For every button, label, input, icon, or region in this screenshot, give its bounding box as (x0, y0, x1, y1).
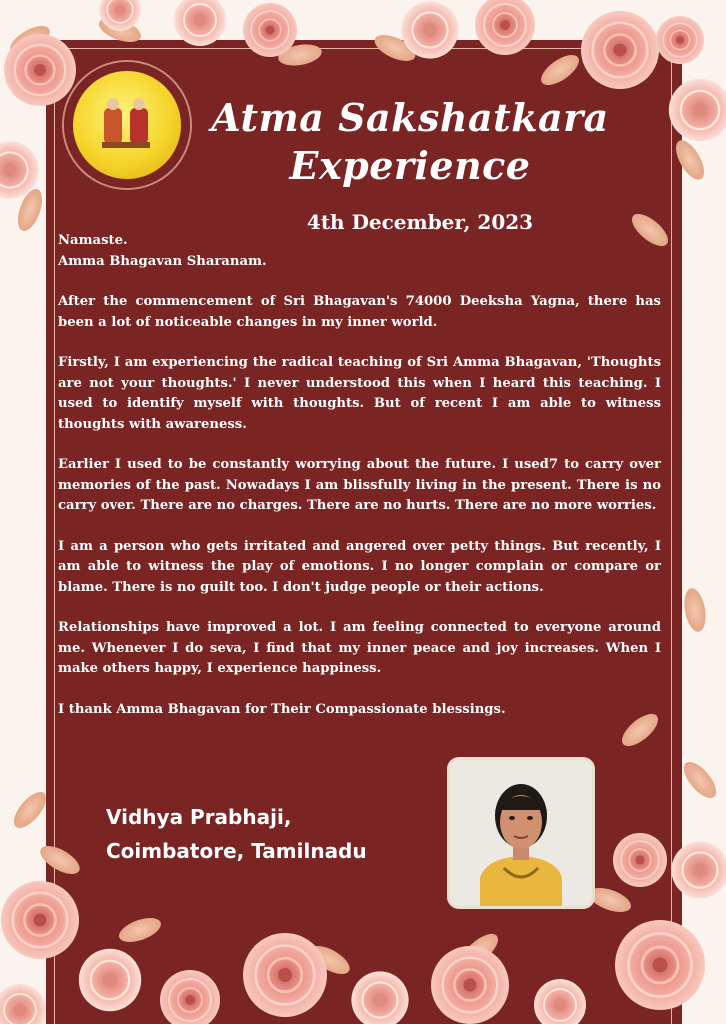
greeting (58, 231, 661, 272)
page-title (190, 94, 630, 190)
paragraph: After the commencement of Sri Bhagavan's 74000 Deeksha Yagna, there has been a lot of noticeable changes in my inner world. (58, 294, 661, 330)
signature (106, 800, 367, 868)
paragraph: I thank Amma Bhagavan for Their Compassionate blessings. (58, 701, 506, 717)
title-line-1: Atma Sakshatkara (211, 95, 609, 140)
deity-logo-icon (64, 62, 190, 188)
person-portrait-icon (450, 760, 592, 906)
paragraph: Relationships have improved a lot. I am feeling connected to everyone around me. Whenever I do seva, I find that my inner peace and joy increases. When I make others happy, I experience happiness. (58, 620, 661, 676)
letter-body (58, 231, 661, 740)
author-photo (447, 757, 595, 909)
paragraph: Earlier I used to be constantly worrying about the future. I used7 to carry over memories of the past. Nowadays I am blissfully living in the present. There is no carry over. There are no charges. There are no hurts. There are no more worries. (58, 457, 661, 513)
deity-figures-icon (64, 62, 190, 188)
author-location: Coimbatore, Tamilnadu (106, 839, 367, 863)
date-label: 4th December, 2023 (306, 210, 534, 234)
title-line-2: Experience (289, 143, 531, 188)
author-name: Vidhya Prabhaji, (106, 805, 292, 829)
greeting-line: Amma Bhagavan Sharanam. (58, 253, 267, 269)
paragraph: Firstly, I am experiencing the radical teaching of Sri Amma Bhagavan, 'Thoughts are not your thoughts.' I never understood this when I heard this teaching. I used to identify myself with thoughts. But of recent I am able to witness thoughts with awareness. (58, 355, 661, 432)
paragraph: I am a person who gets irritated and angered over petty things. But recently, I am able to witness the play of emotions. I no longer complain or compare or blame. There is no guilt too. I don't judge people or their actions. (58, 538, 661, 595)
greeting-line: Namaste. (58, 233, 128, 248)
